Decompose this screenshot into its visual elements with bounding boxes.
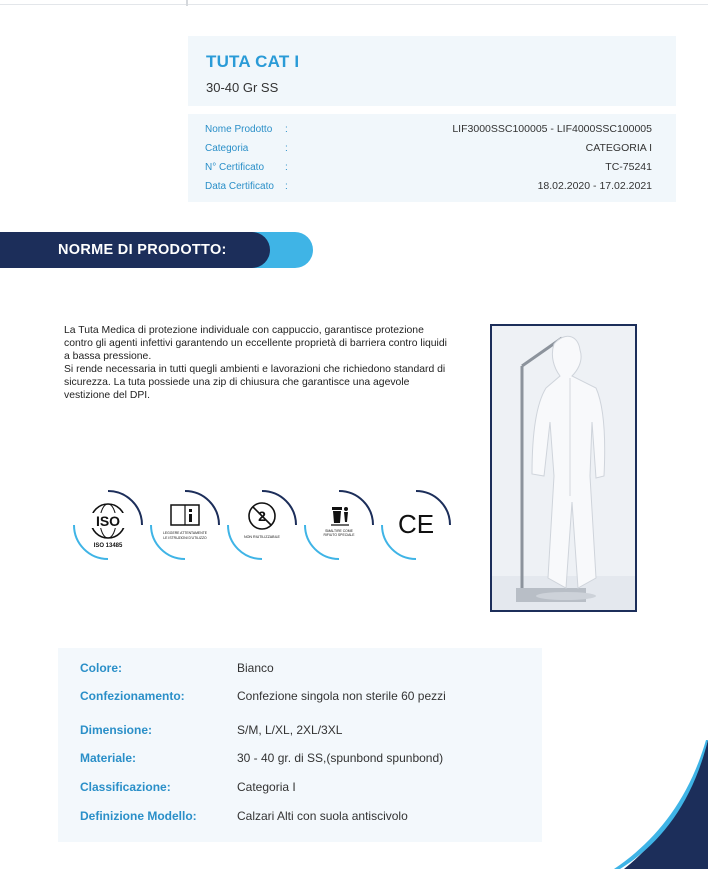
info-colon: : (285, 143, 288, 154)
banner-title: NORME DI PRODOTTO: (58, 242, 227, 258)
certification-icons (0, 485, 450, 565)
info-colon: : (285, 124, 288, 135)
info-value: CATEGORIA I (585, 142, 652, 154)
product-subtitle: 30-40 Gr SS (206, 80, 279, 95)
info-row-nome-prodotto (188, 120, 676, 139)
info-value: TC-75241 (605, 161, 652, 173)
iso-certification-icon (68, 485, 148, 565)
description-paragraph: Si rende necessaria in tutti quegli ambienti e lavorazioni che richiedono standard di sicurezza. La tuta possiede una zip di chiusura che garantisce una agevole vestizione del DPI. (64, 364, 446, 401)
product-info-card (188, 114, 676, 202)
product-description (64, 324, 449, 402)
instructions-caption: LEGGERE ATTENTAMENTE (163, 531, 207, 535)
info-colon: : (285, 181, 288, 192)
product-title: TUTA CAT I (206, 52, 300, 71)
spec-value: S/M, L/XL, 2XL/3XL (237, 723, 343, 737)
instructions-book-icon (145, 485, 225, 565)
spec-value: Bianco (237, 661, 274, 675)
info-row-certificato (188, 158, 676, 177)
ce-mark: CE (397, 509, 435, 539)
spec-value: Calzari Alti con suola antiscivolo (237, 809, 408, 823)
info-label: Categoria (205, 143, 249, 154)
spec-value: 30 - 40 gr. di SS,(spunbond spunbond) (237, 751, 444, 765)
top-notch (186, 0, 188, 6)
spec-value: Confezione singola non sterile 60 pezzi (237, 689, 446, 703)
spec-value: Categoria I (237, 780, 296, 794)
info-row-data-certificato (188, 177, 676, 196)
spec-row-colore (58, 658, 542, 680)
product-specs-table (58, 648, 542, 842)
spec-key: Materiale: (80, 751, 137, 765)
spec-row-confezionamento (58, 686, 542, 708)
info-label: Data Certificato (205, 181, 274, 192)
info-colon: : (285, 162, 288, 173)
info-value: 18.02.2020 - 17.02.2021 (537, 180, 652, 192)
spec-key: Confezionamento: (80, 689, 185, 703)
info-label: Nome Prodotto (205, 124, 273, 135)
top-divider (0, 4, 708, 5)
spec-row-definizione-modello (58, 806, 542, 828)
info-row-categoria (188, 139, 676, 158)
info-value: LIF3000SSC100005 - LIF4000SSC100005 (452, 123, 652, 135)
no-reuse-icon (222, 485, 302, 565)
product-photo (490, 324, 637, 612)
section-banner (0, 232, 313, 268)
disposal-caption: RIFIUTO SPECIALE (323, 533, 355, 537)
corner-decoration (600, 740, 708, 869)
disposal-caption: SMALTIRE COME (325, 529, 353, 533)
disposal-bin-icon (299, 485, 379, 565)
iso-code: ISO 13485 (93, 543, 123, 549)
spec-row-materiale (58, 748, 542, 770)
spec-key: Classificazione: (80, 780, 171, 794)
product-title-card (188, 36, 676, 106)
spec-key: Definizione Modello: (80, 809, 197, 823)
spec-key: Dimensione: (80, 723, 153, 737)
iso-mark: ISO (95, 513, 121, 529)
instructions-caption: LE ISTRUZIONI D'UTILIZZO (163, 536, 207, 540)
no-reuse-glyph: 2 (258, 508, 266, 524)
no-reuse-caption: NON RIUTILIZZABILE (244, 535, 280, 539)
spec-row-dimensione (58, 720, 542, 742)
description-paragraph: La Tuta Medica di protezione individuale con cappuccio, garantisce protezione contro gli agenti infettivi garantendo un eccellente proprietà di barriera contro liquidi a bassa pressione. (64, 325, 447, 362)
info-label: N° Certificato (205, 162, 265, 173)
ce-mark-icon (376, 485, 456, 565)
spec-row-classificazione (58, 777, 542, 799)
spec-key: Colore: (80, 661, 122, 675)
